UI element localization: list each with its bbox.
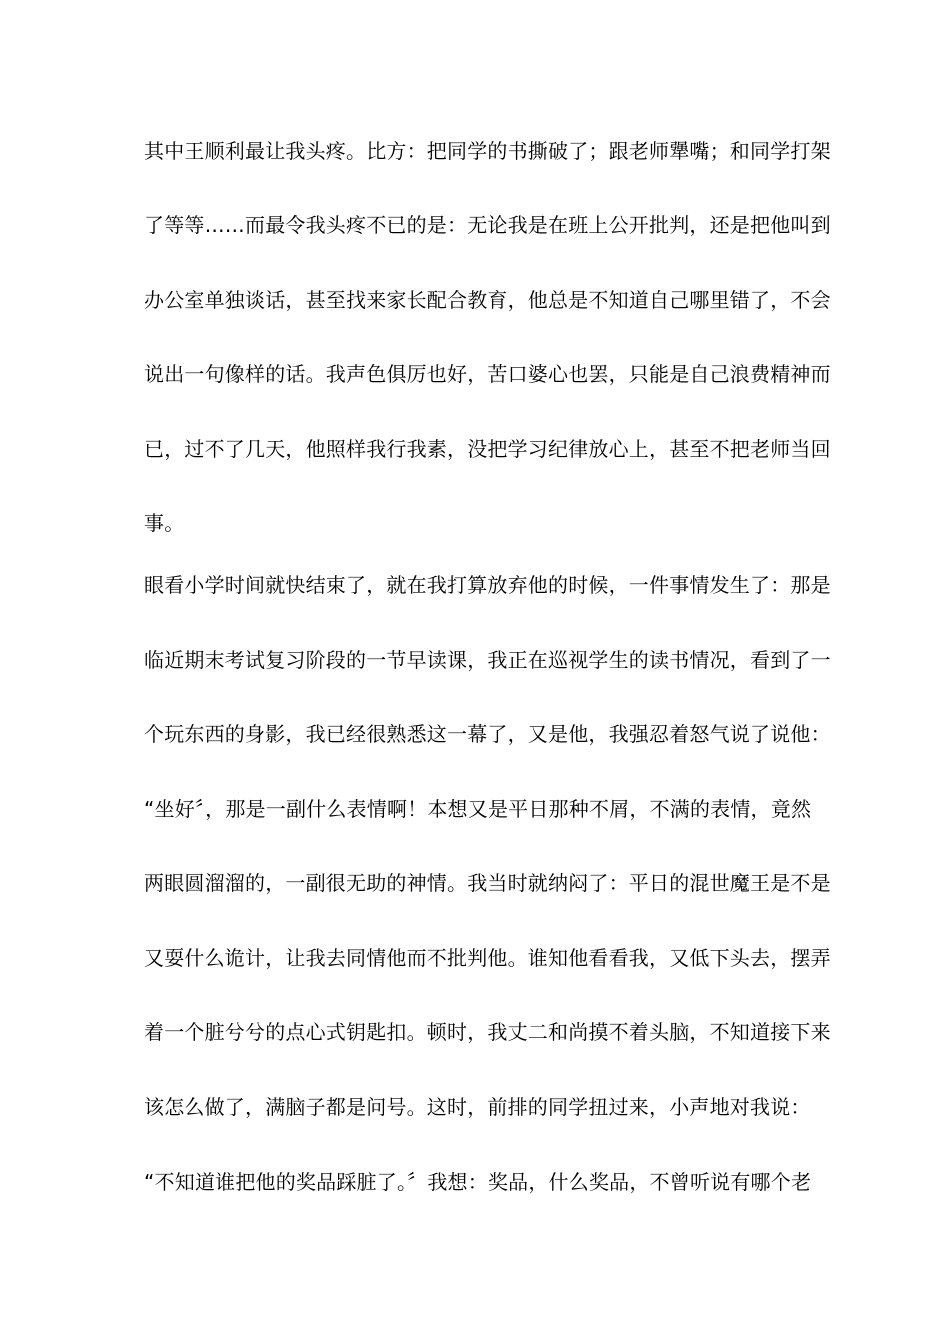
- text-line: 又耍什么诡计，让我去同情他而不批判他。谁知他看看我，又低下头去，摆弄: [144, 946, 831, 970]
- text-line: 了等等……而最令我头疼不已的是：无论我是在班上公开批判，还是把他叫到: [144, 213, 831, 237]
- text-line: 已，过不了几天，他照样我行我素，没把学习纪律放心上，甚至不把老师当回: [144, 437, 831, 461]
- text-line: “不知道谁把他的奖品踩脏了。〞我想：奖品，什么奖品，不曾听说有哪个老: [144, 1170, 812, 1194]
- text-line: 个玩东西的身影，我已经很熟悉这一幕了，又是他，我强忍着怒气说了说他：: [144, 722, 831, 746]
- text-line: “坐好〞，那是一副什么表情啊！本想又是平日那种不屑，不满的表情，竟然: [144, 797, 812, 821]
- text-line: 着一个脏兮兮的点心式钥匙扣。顿时，我丈二和尚摸不着头脑，不知道接下来: [144, 1020, 831, 1044]
- text-line: 办公室单独谈话，甚至找来家长配合教育，他总是不知道自己哪里错了，不会: [144, 288, 831, 312]
- text-line: 眼看小学时间就快结束了，就在我打算放弃他的时候，一件事情发生了：那是: [144, 573, 831, 597]
- text-line: 该怎么做了，满脑子都是问号。这时，前排的同学扭过来，小声地对我说：: [144, 1095, 811, 1119]
- text-line: 事。: [144, 511, 185, 535]
- text-line: 两眼圆溜溜的，一副很无助的神情。我当时就纳闷了：平日的混世魔王是不是: [144, 871, 831, 895]
- text-line: 其中王顺利最让我头疼。比方：把同学的书撕破了；跟老师犟嘴；和同学打架: [144, 139, 831, 163]
- text-line: 临近期末考试复习阶段的一节早读课，我正在巡视学生的读书情况，看到了一: [144, 648, 831, 672]
- text-line: 说出一句像样的话。我声色俱厉也好，苦口婆心也罢，只能是自己浪费精神而: [144, 362, 831, 386]
